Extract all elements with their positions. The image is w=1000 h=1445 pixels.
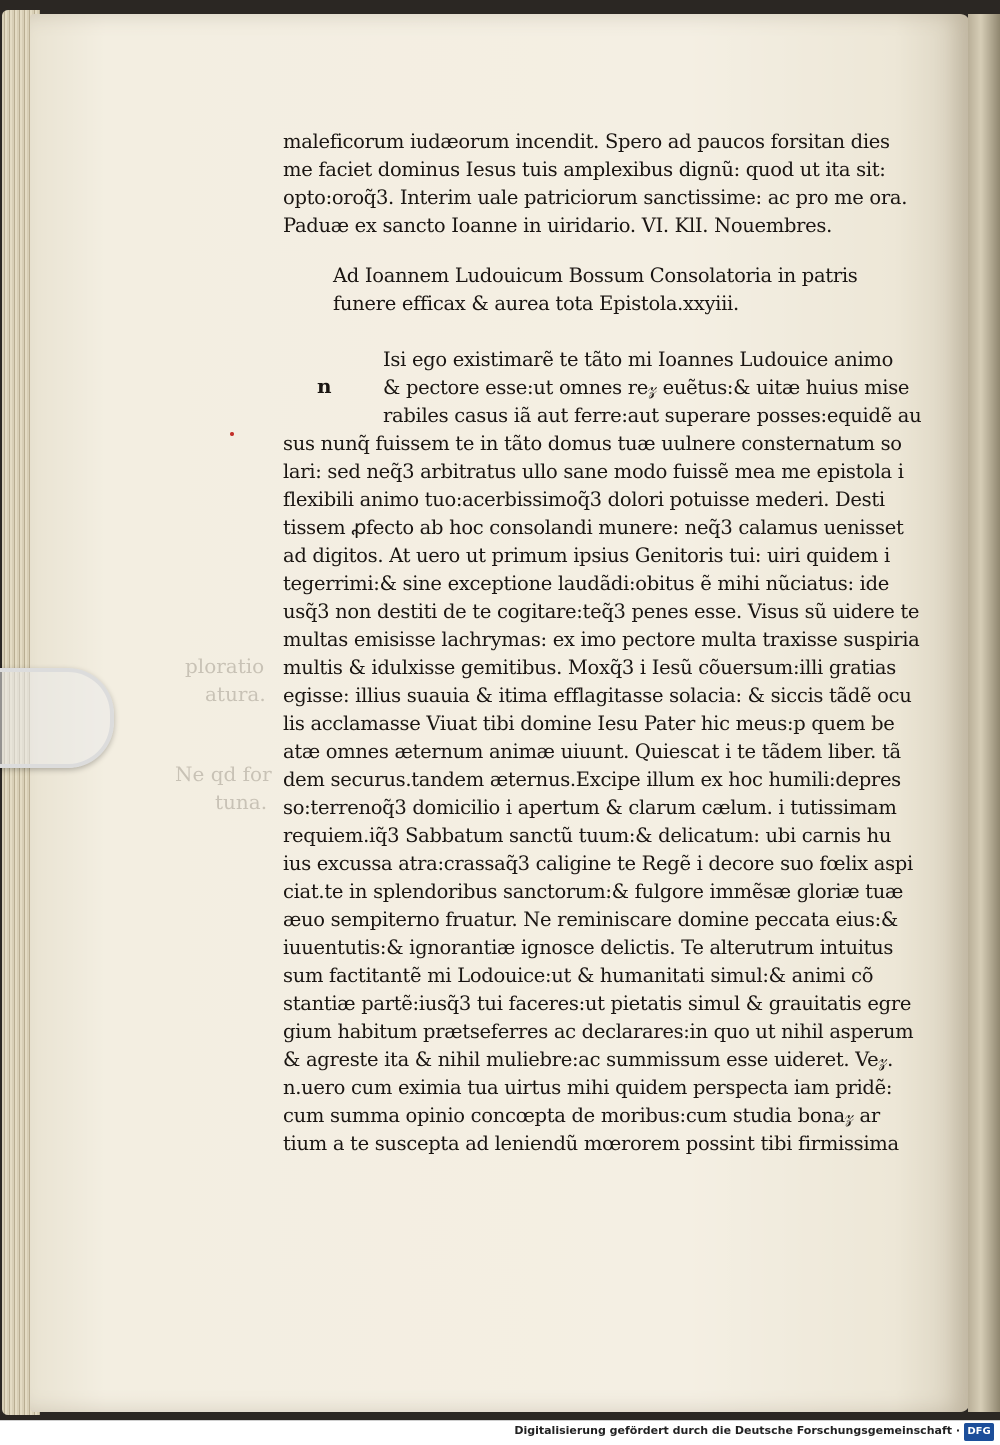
text-line: sum factitantẽ mi Lodouice:ut & humanitati simul:& animi cõ	[283, 964, 874, 987]
text-line: stantiæ partẽ:iusq̃3 tui faceres:ut pietatis simul & grauitatis egre	[283, 992, 912, 1015]
bleed-through-text: tuna.	[215, 790, 268, 814]
bleed-through-text: atura.	[205, 682, 266, 706]
text-line: multis & idulxisse gemitibus. Moxq̃3 i Iesũ cõuersum:illi gratias	[283, 656, 896, 679]
text-line: & pectore esse:ut omnes re𝓏 euẽtus:& uitæ huius mise	[383, 376, 910, 399]
text-line: Paduæ ex sancto Ioanne in uiridario. VI. KlI. Nouembres.	[283, 214, 833, 237]
text-line: usq̃3 non destiti de te cogitare:teq̃3 penes esse. Visus sũ uidere te	[283, 600, 920, 623]
text-line: ius excussa atra:crassaq̃3 caligine te Regẽ i decore suo fœlix aspi	[283, 852, 913, 875]
text-line: lis acclamasse Viuat tibi domine Iesu Pater hic meus:p quem be	[283, 712, 895, 735]
text-line: atæ omnes æternum animæ uiuunt. Quiescat i te tãdem liber. tã	[283, 740, 901, 763]
closing-paragraph	[283, 128, 907, 240]
text-line: cum summa opinio concœpta de moribus:cum studia bona𝓏 ar	[283, 1104, 880, 1127]
text-line: rabiles casus iã aut ferre:aut superare posses:equidẽ au	[383, 404, 922, 427]
text-line: requiem.iq̃3 Sabbatum sanctũ tuum:& delicatum: ubi carnis hu	[283, 824, 892, 847]
text-line: tissem ꝓfecto ab hoc consolandi munere: neq̃3 calamus uenisset	[283, 516, 904, 539]
text-line: tegerrimi:& sine exceptione laudãdi:obitus ẽ mihi nũciatus: ide	[283, 572, 890, 595]
text-line: sus nunq̃ fuissem te in tãto domus tuæ uulnere consternatum so	[283, 432, 902, 455]
text-line: so:terrenoq̃3 domicilio i apertum & clarum cælum. i tutissimam	[283, 796, 897, 819]
text-line: dem securus.tandem æternus.Excipe illum ex hoc humili:depres	[283, 768, 901, 791]
bleed-through-text: Ne qd for	[175, 762, 272, 786]
text-line: lari: sed neq̃3 arbitratus ullo sane modo fuissẽ mea me epistola i	[283, 460, 904, 483]
text-line: me faciet dominus Iesus tuis amplexibus dignũ: quod ut ita sit:	[283, 158, 886, 181]
bleed-through-text: ploratio	[185, 654, 265, 678]
heading-line: Ad Ioannem Ludouicum Bossum Consolatoria in patris	[333, 264, 858, 287]
text-line: & agreste ita & nihil muliebre:ac summissum esse uideret. Ve𝓏.	[283, 1048, 894, 1071]
text-line: ciat.te in splendoribus sanctorum:& fulgore immẽsæ gloriæ tuæ	[283, 880, 903, 903]
text-line: ad digitos. At uero ut primum ipsius Genitoris tui: uiri quidem i	[283, 544, 890, 567]
heading-line: funere efficax & aurea tota Epistola.xxyiii.	[333, 292, 739, 315]
text-line: tium a te suscepta ad leniendũ mœrorem possint tibi firmissima	[283, 1132, 899, 1155]
text-line: multas emisisse lachrymas: ex imo pectore multa traxisse suspiria	[283, 628, 920, 651]
text-line: flexibili animo tuo:acerbissimoq̃3 dolori potuisse mederi. Desti	[283, 488, 885, 511]
footer-bar	[0, 1420, 1000, 1445]
digitization-credit: Digitalisierung gefördert durch die Deutsche Forschungsgemeinschaft ·	[514, 1424, 960, 1437]
text-line: n.uero cum eximia tua uirtus mihi quidem perspecta iam pridẽ:	[283, 1076, 893, 1099]
text-line: gium habitum prætseferres ac declarares:in quo ut nihil asperum	[283, 1020, 914, 1043]
drop-cap-letter: n	[317, 374, 332, 398]
epistle-body	[283, 346, 921, 1158]
text-line: æuo sempiterno fruatur. Ne reminiscare domine peccata eius:&	[283, 908, 898, 931]
text-line: opto:oroq̃3. Interim uale patriciorum sanctissime: ac pro me ora.	[283, 186, 908, 209]
epistle-heading	[333, 262, 933, 318]
dfg-logo[interactable]: DFG	[964, 1423, 994, 1441]
text-line: maleficorum iudæorum incendit. Spero ad paucos forsitan dies	[283, 130, 890, 153]
text-line: egisse: illius suauia & itima efflagitasse solacia: & siccis tãdẽ ocu	[283, 684, 912, 707]
text-line: Isi ego existimarẽ te tãto mi Ioannes Ludouice animo	[383, 348, 894, 371]
book-gutter	[968, 14, 1000, 1412]
page-clip	[0, 668, 114, 768]
text-line: iuuentutis:& ignorantiæ ignosce delictis. Te alterutrum intuitus	[283, 936, 894, 959]
margin-mark	[230, 432, 234, 436]
